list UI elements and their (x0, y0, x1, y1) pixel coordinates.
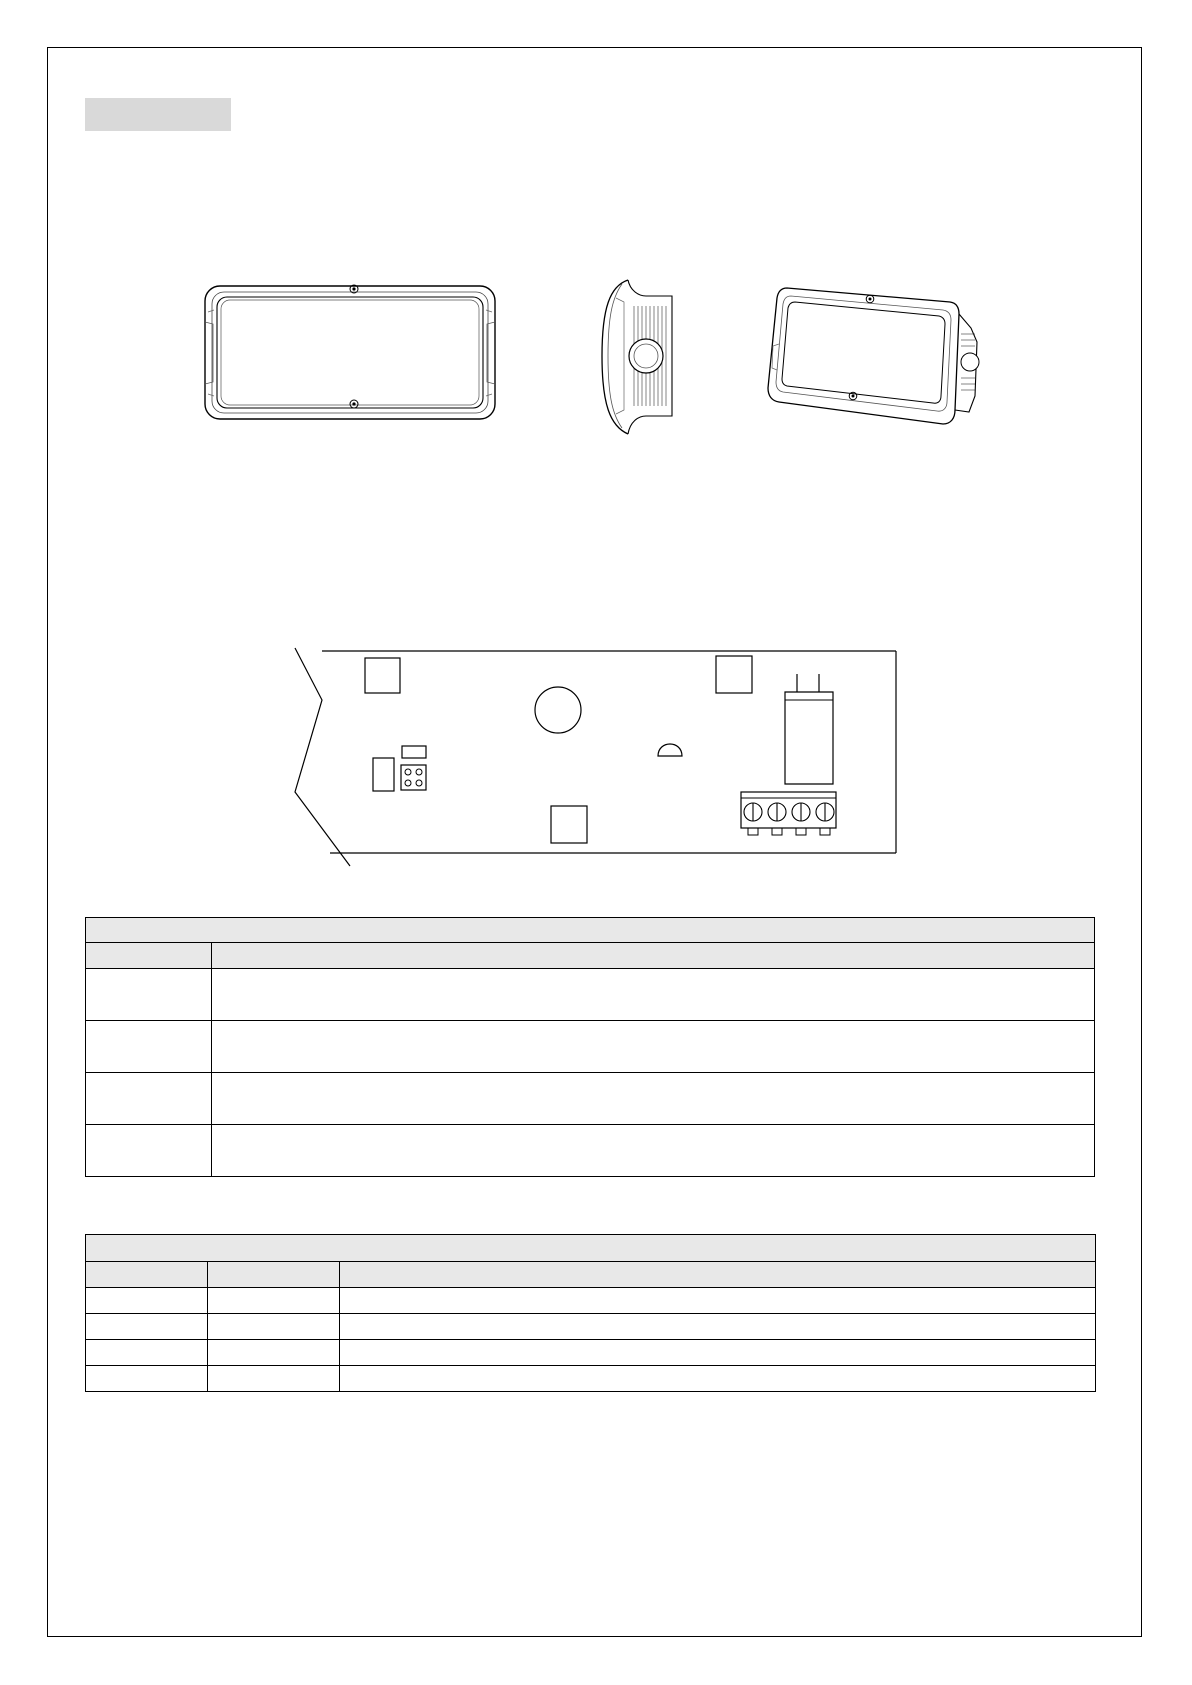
table-cell (86, 1021, 212, 1073)
table-cell (340, 1288, 1096, 1314)
settings-table (85, 1234, 1096, 1392)
table-row (86, 1314, 1096, 1340)
table-row (86, 1366, 1096, 1392)
perspective-view-drawing (765, 284, 987, 430)
table-row (86, 969, 1095, 1021)
table-header-cell (212, 943, 1095, 969)
table-header-cell (340, 1262, 1096, 1288)
table-title (86, 1235, 1096, 1262)
led (658, 744, 682, 756)
table-cell (208, 1366, 340, 1392)
table-cell (340, 1314, 1096, 1340)
ic-3 (551, 806, 587, 843)
description-table (85, 917, 1095, 1177)
table-cell (212, 1073, 1095, 1125)
table-cell (340, 1340, 1096, 1366)
table-cell (86, 1340, 208, 1366)
small-component (402, 746, 426, 758)
table-row (86, 1340, 1096, 1366)
table-cell (212, 969, 1095, 1021)
table-row (86, 1021, 1095, 1073)
table-cell (86, 1073, 212, 1125)
table-cell (340, 1366, 1096, 1392)
buzzer (535, 687, 581, 733)
jumper (401, 765, 426, 790)
table-cell (86, 1125, 212, 1177)
table-row (86, 1288, 1096, 1314)
resistor (373, 758, 394, 791)
table-cell (212, 1125, 1095, 1177)
terminal-block-4-pin (741, 792, 836, 835)
table-cell (86, 1314, 208, 1340)
ic-2 (716, 656, 752, 693)
capacitor (785, 674, 833, 784)
table-title (86, 918, 1095, 943)
table-cell (86, 1366, 208, 1392)
front-view-drawing (200, 282, 500, 424)
table-cell (212, 1021, 1095, 1073)
table-header-cell (208, 1262, 340, 1288)
table-cell (86, 1288, 208, 1314)
side-view-drawing (598, 278, 678, 436)
table-cell (86, 969, 212, 1021)
section-header-tab (85, 98, 231, 131)
table-cell (208, 1314, 340, 1340)
ic-1 (365, 658, 400, 693)
table-cell (208, 1288, 340, 1314)
table-row (86, 1125, 1095, 1177)
table-header-cell (86, 1262, 208, 1288)
table-header-cell (86, 943, 212, 969)
table-row (86, 1073, 1095, 1125)
table-cell (208, 1340, 340, 1366)
pcb-layout-drawing (288, 644, 898, 870)
